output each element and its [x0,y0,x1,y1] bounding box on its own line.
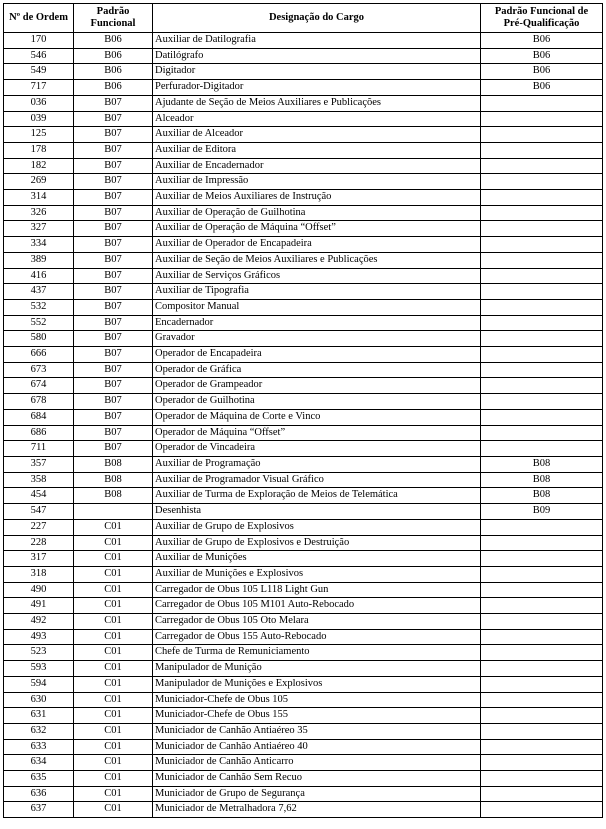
cell-ordem: 684 [4,409,74,425]
cell-padrao: C01 [74,519,153,535]
cell-padrao: B07 [74,331,153,347]
cell-designacao: Operador de Vincadeira [153,441,481,457]
cell-designacao: Municiador-Chefe de Obus 105 [153,692,481,708]
header-padrao [74,4,153,33]
cell-designacao: Operador de Máquina “Offset” [153,425,481,441]
cell-designacao: Municiador-Chefe de Obus 155 [153,708,481,724]
cell-padrao: B07 [74,190,153,206]
table-row [4,456,603,472]
table-row [4,645,603,661]
table-row [4,111,603,127]
cell-prequalificacao [481,394,603,410]
cell-padrao: B06 [74,33,153,49]
cell-prequalificacao [481,551,603,567]
cell-padrao: B07 [74,95,153,111]
cell-designacao: Municiador de Metralhadora 7,62 [153,802,481,818]
cell-designacao: Auxiliar de Alceador [153,127,481,143]
cell-designacao: Municiador de Canhão Antiaéreo 40 [153,739,481,755]
table-row [4,535,603,551]
cell-prequalificacao [481,692,603,708]
cell-padrao: C01 [74,598,153,614]
cell-padrao: C01 [74,566,153,582]
cell-ordem: 711 [4,441,74,457]
cell-prequalificacao [481,174,603,190]
cell-prequalificacao [481,299,603,315]
cell-prequalificacao: B06 [481,33,603,49]
cell-ordem: 317 [4,551,74,567]
cell-prequalificacao: B09 [481,504,603,520]
cell-ordem: 039 [4,111,74,127]
cell-padrao: C01 [74,786,153,802]
cell-prequalificacao [481,425,603,441]
table-row [4,237,603,253]
cell-ordem: 357 [4,456,74,472]
cell-prequalificacao [481,771,603,787]
cell-prequalificacao [481,221,603,237]
table-row [4,127,603,143]
cell-ordem: 686 [4,425,74,441]
cell-ordem: 633 [4,739,74,755]
cell-prequalificacao [481,723,603,739]
cell-prequalificacao: B08 [481,456,603,472]
cell-ordem: 637 [4,802,74,818]
cell-ordem: 437 [4,284,74,300]
table-row [4,378,603,394]
cell-padrao: C01 [74,771,153,787]
cell-designacao: Desenhista [153,504,481,520]
cell-ordem: 326 [4,205,74,221]
cell-padrao: B07 [74,268,153,284]
cell-padrao: C01 [74,676,153,692]
cell-ordem: 630 [4,692,74,708]
cell-prequalificacao [481,535,603,551]
cell-padrao: B07 [74,347,153,363]
cell-designacao: Auxiliar de Tipografia [153,284,481,300]
header-ordem: Nº de Ordem [4,4,74,33]
cell-designacao: Auxiliar de Seção de Meios Auxiliares e Publicações [153,252,481,268]
table-row [4,771,603,787]
cell-padrao: B07 [74,441,153,457]
cell-prequalificacao [481,111,603,127]
cell-prequalificacao [481,190,603,206]
cell-padrao: B07 [74,284,153,300]
cell-ordem: 549 [4,64,74,80]
cell-ordem: 636 [4,786,74,802]
cell-ordem: 318 [4,566,74,582]
cell-prequalificacao [481,127,603,143]
cell-prequalificacao [481,362,603,378]
cell-ordem: 389 [4,252,74,268]
cell-padrao: C01 [74,629,153,645]
cell-padrao: B06 [74,64,153,80]
cell-designacao: Auxiliar de Editora [153,142,481,158]
cell-padrao: C01 [74,535,153,551]
cell-padrao: C01 [74,661,153,677]
cell-ordem: 678 [4,394,74,410]
cell-ordem: 228 [4,535,74,551]
table-row [4,268,603,284]
cell-ordem: 036 [4,95,74,111]
table-row [4,598,603,614]
cell-padrao: B07 [74,409,153,425]
cell-prequalificacao [481,661,603,677]
cell-ordem: 552 [4,315,74,331]
cell-prequalificacao [481,755,603,771]
cell-prequalificacao [481,205,603,221]
cell-designacao: Municiador de Canhão Sem Recuo [153,771,481,787]
cell-designacao: Alceador [153,111,481,127]
cell-designacao: Operador de Encapadeira [153,347,481,363]
cell-designacao: Auxiliar de Munições e Explosivos [153,566,481,582]
cell-padrao: B07 [74,174,153,190]
cell-padrao: B07 [74,378,153,394]
cell-padrao: B07 [74,158,153,174]
cell-ordem: 717 [4,80,74,96]
cell-ordem: 674 [4,378,74,394]
cell-prequalificacao [481,284,603,300]
cell-designacao: Municiador de Grupo de Segurança [153,786,481,802]
table-row [4,331,603,347]
cell-padrao: C01 [74,739,153,755]
cell-prequalificacao [481,331,603,347]
cell-prequalificacao [481,158,603,174]
cell-prequalificacao [481,95,603,111]
cell-padrao: B07 [74,299,153,315]
cell-designacao: Carregador de Obus 105 M101 Auto-Rebocado [153,598,481,614]
table-row [4,394,603,410]
cell-prequalificacao: B06 [481,80,603,96]
cell-padrao: B07 [74,237,153,253]
header-prequalificacao [481,4,603,33]
table-row [4,142,603,158]
table-row [4,284,603,300]
table-row [4,158,603,174]
cell-padrao: C01 [74,692,153,708]
cell-ordem: 580 [4,331,74,347]
cell-designacao: Manipulador de Munição [153,661,481,677]
cell-designacao: Auxiliar de Datilografia [153,33,481,49]
cell-prequalificacao [481,237,603,253]
cell-prequalificacao [481,347,603,363]
table-row [4,80,603,96]
cell-ordem: 632 [4,723,74,739]
cell-designacao: Datilógrafo [153,48,481,64]
cell-designacao: Auxiliar de Programador Visual Gráfico [153,472,481,488]
table-row [4,676,603,692]
cell-ordem: 673 [4,362,74,378]
cell-designacao: Operador de Gráfica [153,362,481,378]
cell-padrao: B07 [74,394,153,410]
cell-padrao: B08 [74,472,153,488]
cell-designacao: Auxiliar de Serviços Gráficos [153,268,481,284]
table-body [4,33,603,818]
table-row [4,441,603,457]
cell-padrao: B08 [74,456,153,472]
cell-designacao: Auxiliar de Meios Auxiliares de Instrução [153,190,481,206]
header-designacao: Designação do Cargo [153,4,481,33]
header-preq-line1: Padrão Funcional de [494,6,589,17]
cell-ordem: 314 [4,190,74,206]
cell-designacao: Carregador de Obus 105 Oto Melara [153,614,481,630]
cell-prequalificacao [481,268,603,284]
cell-prequalificacao [481,708,603,724]
cell-ordem: 269 [4,174,74,190]
cell-designacao: Operador de Máquina de Corte e Vinco [153,409,481,425]
cell-designacao: Auxiliar de Operação de Guilhotina [153,205,481,221]
cell-designacao: Digitador [153,64,481,80]
cell-designacao: Auxiliar de Operador de Encapadeira [153,237,481,253]
cell-ordem: 493 [4,629,74,645]
cell-designacao: Chefe de Turma de Remuniciamento [153,645,481,661]
table-row [4,692,603,708]
cell-prequalificacao [481,252,603,268]
table-row [4,472,603,488]
cell-ordem: 666 [4,347,74,363]
cell-designacao: Carregador de Obus 105 L118 Light Gun [153,582,481,598]
cell-designacao: Auxiliar de Operação de Máquina “Offset” [153,221,481,237]
cell-designacao: Municiador de Canhão Antiaéreo 35 [153,723,481,739]
table-row [4,174,603,190]
cell-prequalificacao [481,614,603,630]
table-row [4,629,603,645]
cell-designacao: Auxiliar de Grupo de Explosivos [153,519,481,535]
cell-padrao: C01 [74,551,153,567]
cargos-table [3,3,603,818]
cell-prequalificacao [481,441,603,457]
table-row [4,614,603,630]
cell-designacao: Auxiliar de Impressão [153,174,481,190]
cell-designacao: Operador de Guilhotina [153,394,481,410]
cell-padrao: B07 [74,142,153,158]
cell-prequalificacao [481,582,603,598]
cell-padrao: B07 [74,425,153,441]
cell-prequalificacao [481,629,603,645]
cell-designacao: Manipulador de Munições e Explosivos [153,676,481,692]
cell-ordem: 634 [4,755,74,771]
cell-ordem: 547 [4,504,74,520]
cell-padrao: B07 [74,221,153,237]
cell-ordem: 635 [4,771,74,787]
cell-ordem: 491 [4,598,74,614]
cell-designacao: Carregador de Obus 155 Auto-Rebocado [153,629,481,645]
table-row [4,347,603,363]
table-row [4,205,603,221]
cell-prequalificacao [481,409,603,425]
header-padrao-line1: Padrão [96,6,130,17]
cell-ordem: 454 [4,488,74,504]
cell-ordem: 170 [4,33,74,49]
cell-prequalificacao [481,142,603,158]
cell-prequalificacao [481,676,603,692]
cell-designacao: Auxiliar de Programação [153,456,481,472]
table-row [4,409,603,425]
cell-designacao: Perfurador-Digitador [153,80,481,96]
table-row [4,315,603,331]
cell-ordem: 594 [4,676,74,692]
cell-padrao: B06 [74,80,153,96]
cell-ordem: 334 [4,237,74,253]
cell-prequalificacao [481,598,603,614]
cell-ordem: 593 [4,661,74,677]
table-row [4,362,603,378]
cell-ordem: 358 [4,472,74,488]
cell-ordem: 182 [4,158,74,174]
cell-ordem: 523 [4,645,74,661]
table-row [4,48,603,64]
cell-padrao: B07 [74,315,153,331]
table-row [4,504,603,520]
cell-prequalificacao [481,739,603,755]
cell-prequalificacao: B08 [481,488,603,504]
cell-designacao: Gravador [153,331,481,347]
cell-designacao: Encadernador [153,315,481,331]
table-row [4,488,603,504]
cell-ordem: 178 [4,142,74,158]
cell-padrao: C01 [74,723,153,739]
header-preq-line2: Pré-Qualificação [503,18,580,29]
table-row [4,661,603,677]
table-row [4,190,603,206]
cell-prequalificacao [481,378,603,394]
cell-ordem: 631 [4,708,74,724]
header-padrao-line2: Funcional [90,18,136,29]
cell-padrao [74,504,153,520]
cell-designacao: Auxiliar de Grupo de Explosivos e Destruição [153,535,481,551]
cell-designacao: Ajudante de Seção de Meios Auxiliares e Publicações [153,95,481,111]
cell-ordem: 125 [4,127,74,143]
cell-prequalificacao [481,802,603,818]
cell-padrao: B07 [74,205,153,221]
cell-padrao: C01 [74,802,153,818]
table-row [4,802,603,818]
header-row [4,4,603,33]
cell-prequalificacao [481,645,603,661]
cell-padrao: C01 [74,645,153,661]
cell-ordem: 492 [4,614,74,630]
table-row [4,425,603,441]
table-row [4,33,603,49]
cell-padrao: B07 [74,111,153,127]
cell-padrao: B07 [74,252,153,268]
cell-prequalificacao [481,519,603,535]
table-row [4,723,603,739]
cell-padrao: C01 [74,582,153,598]
cell-padrao: B06 [74,48,153,64]
cell-prequalificacao [481,566,603,582]
cell-designacao: Operador de Grampeador [153,378,481,394]
cell-padrao: C01 [74,755,153,771]
cell-prequalificacao [481,786,603,802]
cell-padrao: B08 [74,488,153,504]
cell-prequalificacao [481,315,603,331]
cell-padrao: C01 [74,614,153,630]
table-row [4,252,603,268]
table-row [4,519,603,535]
table-row [4,755,603,771]
table-row [4,566,603,582]
table-row [4,582,603,598]
table-row [4,64,603,80]
cell-padrao: B07 [74,362,153,378]
table-row [4,95,603,111]
table-row [4,221,603,237]
cell-padrao: B07 [74,127,153,143]
table-row [4,739,603,755]
cell-ordem: 327 [4,221,74,237]
cell-prequalificacao: B06 [481,48,603,64]
table-row [4,551,603,567]
table-row [4,299,603,315]
cell-ordem: 546 [4,48,74,64]
cell-designacao: Auxiliar de Encadernador [153,158,481,174]
cell-designacao: Auxiliar de Munições [153,551,481,567]
cell-designacao: Auxiliar de Turma de Exploração de Meios de Telemática [153,488,481,504]
cell-ordem: 227 [4,519,74,535]
cell-padrao: C01 [74,708,153,724]
cell-ordem: 490 [4,582,74,598]
cell-designacao: Municiador de Canhão Anticarro [153,755,481,771]
table-row [4,786,603,802]
cell-prequalificacao: B08 [481,472,603,488]
cell-ordem: 532 [4,299,74,315]
cell-ordem: 416 [4,268,74,284]
cell-prequalificacao: B06 [481,64,603,80]
table-row [4,708,603,724]
cell-designacao: Compositor Manual [153,299,481,315]
